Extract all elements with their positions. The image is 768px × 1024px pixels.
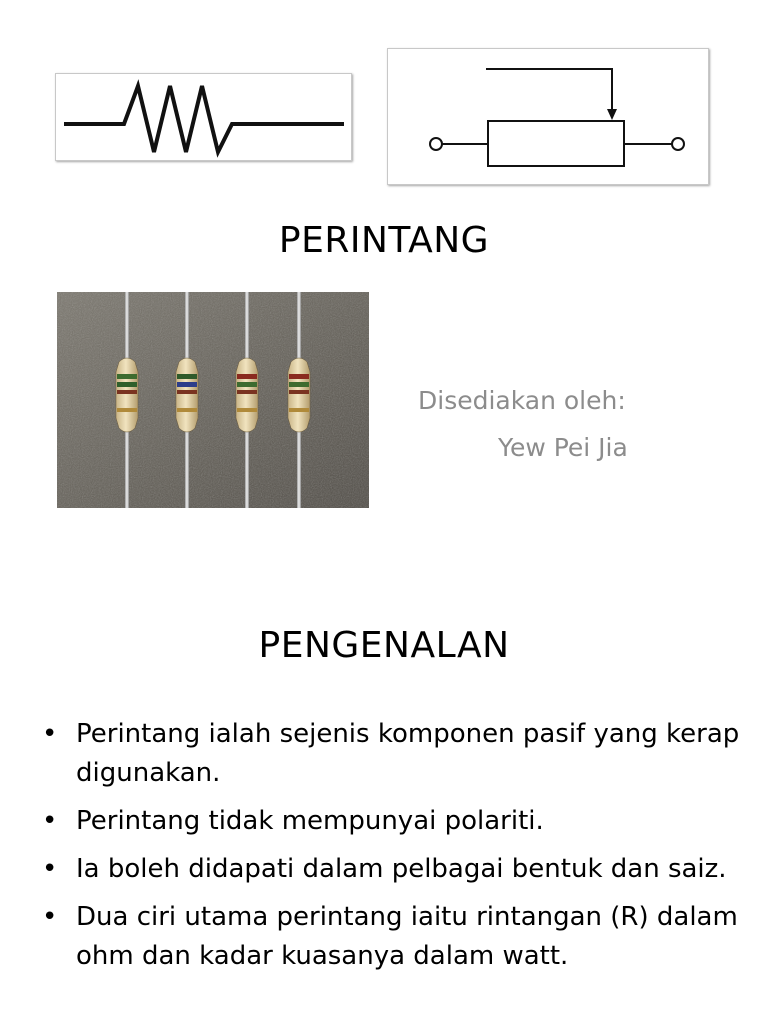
bullet-item bbox=[40, 898, 740, 976]
bullet-list bbox=[40, 715, 740, 985]
author-name: Yew Pei Jia bbox=[498, 433, 628, 462]
bullet-text: Ia boleh didapati dalam pelbagai bentuk dan saiz. bbox=[76, 854, 727, 884]
prepared-by-label: Disediakan oleh: bbox=[418, 386, 626, 415]
bullet-icon: • bbox=[42, 719, 58, 749]
bullet-item bbox=[40, 802, 740, 841]
slide-title: PERINTANG bbox=[278, 220, 490, 261]
bullet-text: Perintang ialah sejenis komponen pasif yang kerap digunakan. bbox=[76, 719, 740, 788]
bullet-icon: • bbox=[42, 806, 58, 836]
variable-resistor-symbol bbox=[387, 48, 709, 185]
section-title: PENGENALAN bbox=[258, 625, 510, 666]
bullet-icon: • bbox=[42, 854, 58, 884]
bullet-icon: • bbox=[42, 902, 58, 932]
zigzag-resistor-icon bbox=[56, 74, 351, 160]
resistors-photo bbox=[57, 292, 369, 508]
fixed-resistor-symbol bbox=[55, 73, 352, 161]
variable-resistor-icon bbox=[388, 49, 708, 184]
bullet-item bbox=[40, 850, 740, 889]
bullet-text: Perintang tidak mempunyai polariti. bbox=[76, 806, 544, 836]
bullet-text: Dua ciri utama perintang iaitu rintangan (R) dalam ohm dan kadar kuasanya dalam watt. bbox=[76, 902, 738, 971]
bullet-item bbox=[40, 715, 740, 793]
